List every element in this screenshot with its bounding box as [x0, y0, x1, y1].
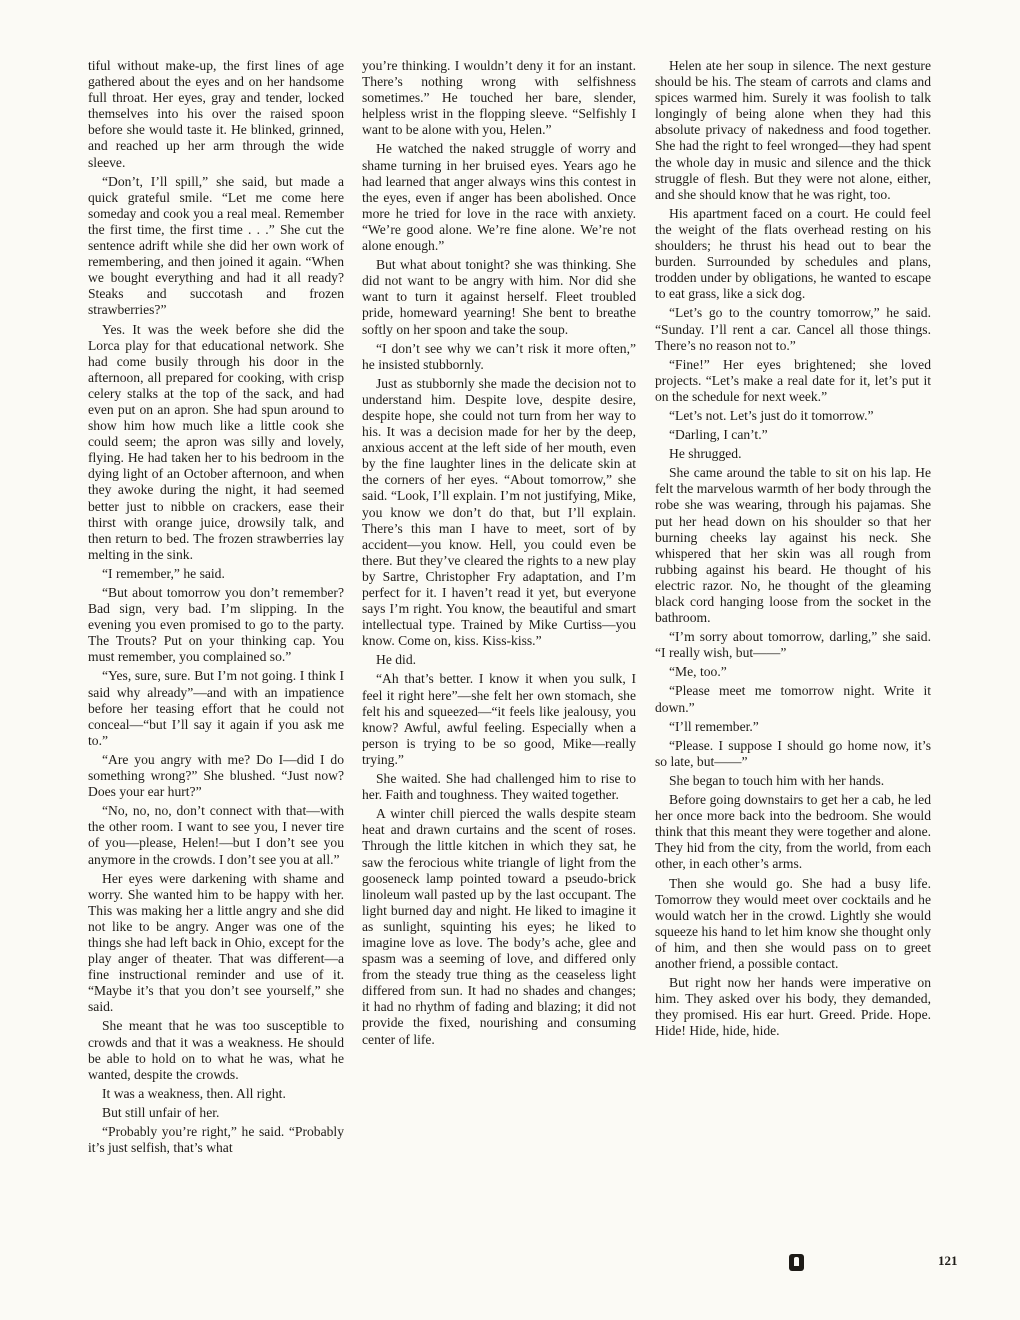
paragraph: you’re thinking. I wouldn’t deny it for an instant. There’s nothing wrong with selfishness sometimes.” He touched her bare, slender, helpless wrist in the flopping sleeve. “Selfishly I want to be alone with you, Helen.”: [362, 58, 636, 138]
paragraph: He did.: [376, 652, 417, 668]
paragraph: She began to touch him with her hands.: [669, 772, 885, 788]
paragraph: “No, no, no, don’t connect with that—with the other room. I want to see you, I never tire of you—please, Helen!—but I don’t see you anymore in the crowds. I don’t see you at all.”: [88, 803, 344, 867]
text-column-1: [88, 58, 344, 1159]
paragraph: Helen ate her soup in silence. The next gesture should be his. The steam of carrots and clams and spices warmed him. Surely it was foolish to talk longingly of being alone when they had this absolute privacy of nakedness and food together. She had the right to feel wronged—they had spent the whole day in music and silence and the thick struggle of flesh. But they were not alone, either, and she should know that he was right, too.: [655, 58, 931, 202]
paragraph: tiful without make-up, the first lines of age gathered about the eyes and on her handsome full throat. Her eyes, gray and tender, locked themselves into his over the raised spoon before she would taste it. He blinked, grinned, and reached up her arm through the wide sleeve.: [88, 58, 344, 170]
paragraph: “Please. I suppose I should go home now, it’s so late, but——”: [655, 737, 931, 769]
paragraph: “Yes, sure, sure. But I’m not going. I think I said why already”—and with an impatience before her teasing effort that he could not conceal—“but I’ll say it again if you ask me to.”: [88, 668, 344, 748]
text-column-3: [655, 58, 931, 1042]
paragraph: “Darling, I can’t.”: [669, 427, 768, 443]
paragraph: “But about tomorrow you don’t remember? Bad sign, very bad. I’m slipping. In the evening you even promised to go to the party. The Trouts? Put on your thinking cap. You must remember, you complained so.”: [88, 585, 344, 665]
paragraph: “I’ll remember.”: [669, 718, 759, 734]
paragraph: Then she would go. She had a busy life. Tomorrow they would meet over cocktails and he would watch her in the crowd. Lightly she would squeeze his hand to let him know she thought only of him, and then she would pass on to greet another friend, a possible contact.: [655, 875, 931, 971]
paragraph: He watched the naked struggle of worry and shame turning in her bruised eyes. Years ago he had learned that anger always wins this contest in the eyes, even if anger has been abolished. Once more he tried for love in the race with anxiety. “We’re good alone. We’re fine alone. We’re not alone enough.”: [362, 141, 636, 254]
paragraph: “Let’s not. Let’s just do it tomorrow.”: [669, 407, 874, 423]
paragraph: But right now her hands were imperative on him. They asked over his body, they demanded, they promised. His ear hurt. Greed. Pride. Hope. Hide! Hide, hide, hide.: [655, 975, 931, 1039]
paragraph: “Let’s go to the country tomorrow,” he said. “Sunday. I’ll rent a car. Cancel all those things. There’s no reason not to.”: [655, 305, 931, 353]
paragraph: But still unfair of her.: [102, 1104, 220, 1120]
paragraph: “I remember,” he said.: [102, 565, 225, 581]
paragraph: Before going downstairs to get her a cab, he led her once more back into the bedroom. She would think that this meant they were together and alone. They hid from the city, from the world, from each other, in each other’s arms.: [655, 792, 931, 872]
paragraph: “Me, too.”: [669, 664, 727, 680]
paragraph: Her eyes were darkening with shame and worry. She wanted him to be happy with her. This was making her a little angry and she did not like to be angry. Anger was one of the things she had left back in Ohio, except for the play anger of theater. That was different—a fine instructional reminder and use of it. “Maybe it’s that you don’t see yourself,” she said.: [88, 870, 344, 1015]
paragraph: It was a weakness, then. All right.: [102, 1085, 286, 1101]
paragraph: “I’m sorry about tomorrow, darling,” she said. “I really wish, but——”: [655, 629, 931, 661]
paragraph: She came around the table to sit on his lap. He felt the marvelous warmth of her body through the robe she was wearing, through his pajamas. She put her head down on his shoulder so that her burning cheeks lay against his neck. She whispered that her skin was all rough from rubbing against his beard. He thought of his electric razor. No, he thought of the gleaming black cord hanging loose from the socket in the bathroom.: [655, 465, 931, 626]
paragraph: A winter chill pierced the walls despite steam heat and drawn curtains and the scent of roses. Through the little kitchen in which they sat, he saw the ferocious white triangle of light from the gooseneck lamp pointed toward a pseudo-brick linoleum wall pasted up by the last occupant. The light burned day and night. He liked to imagine it as sunlight, squinting his eyes; he liked to imagine love as love. The body’s ache, glee and spasm was a seeming of love, and differed only from the steady true thing as the ceaseless light differed from sun. It had no shades and changes; it had no rhythm of fading and blazing; it did not provide the fixed, nourishing and consuming center of life.: [362, 806, 636, 1047]
paragraph: She waited. She had challenged him to rise to her. Faith and toughness. They waited together.: [362, 771, 636, 803]
paragraph: “Probably you’re right,” he said. “Probably it’s just selfish, that’s what: [88, 1124, 344, 1156]
paragraph: His apartment faced on a court. He could feel the weight of the flats overhead resting on his shoulders; he thrust his head out to bear the burden. Surrounded by schedules and plans, trodden under by obligations, he wanted to escape to eat grass, like a sick dog.: [655, 205, 931, 302]
paragraph: “I don’t see why we can’t risk it more often,” he insisted stubbornly.: [362, 340, 636, 372]
paragraph: “Are you angry with me? Do I—did I do something wrong?” She blushed. “Just now? Does your ear hurt?”: [88, 751, 344, 800]
paragraph: Yes. It was the week before she did the Lorca play for that educational network. She had come busily through his door in the afternoon, all prepared for cooking, with crisp celery stalks at the top of the sack, and had even put on an apron. She had spun around to show him how much like a little cook she could seem; the apron was silly and lovely, flying. He had taken her to his bedroom in the dying light of an October afternoon, and when they awoke during the night, it had seemed better just to nibble on crackers, ease their thirst with orange juice, drowsily talk, and then return to bed. The frozen strawberries lay melting in the sink.: [88, 321, 344, 562]
paragraph: “Please meet me tomorrow night. Write it down.”: [655, 683, 931, 715]
end-of-story-bunny-icon: [789, 1254, 804, 1271]
page-number: 121: [938, 1253, 958, 1268]
paragraph: “Ah that’s better. I know it when you sulk, I feel it right here”—she felt her own stomach, she felt his and squeezed—“it feels like jealousy, you know? Awful, awful feeling. Especially when a person is trying to be so good, Mike—really trying.”: [362, 671, 636, 767]
text-column-2: [362, 58, 636, 1051]
paragraph: But what about tonight? she was thinking. She did not want to be angry with him. Nor did she want to turn it against herself. Fleet troubled pride, homeward yearning! She bent to breathe softly on her spoon and take the soup.: [362, 257, 636, 337]
paragraph: Just as stubbornly she made the decision not to understand him. Despite love, despite desire, despite hope, she could not turn from her way to his. It was a decision made for her by the deep, anxious accent at the left side of her mouth, even by the fine laughter lines in the delicate skin at the corners of her eyes. “About tomorrow,” she said. “Look, I’ll explain. I’m not justifying, Mike, you know we don’t do that, but I’ll explain. There’s this man I have to meet, sort of by accident—you know. Hell, you could even be there. But they’ve cleared the rights to a new play by Sartre, Christopher Fry adaptation, and I’m perfect for it. I haven’t read it yet, but everyone says I’m right. You know, the beautiful and smart intellectual type. Trained by Mike Curtiss—you know. Come on, kiss. Kiss-kiss.”: [362, 375, 636, 649]
paragraph: “Don’t, I’ll spill,” she said, but made a quick grateful smile. “Let me come here someday and cook you a real meal. Remember the first time, the first time . . .” She cut the sentence adrift while she did her own work of remembering, and then joined it again. “When we bought everything and had it all ready? Steaks and succotash and frozen strawberries?”: [88, 173, 344, 318]
paragraph: She meant that he was too susceptible to crowds and that it was a weakness. He should be able to hold on to what he was, what he wanted, despite the crowds.: [88, 1018, 344, 1082]
paragraph: He shrugged.: [669, 446, 742, 462]
paragraph: “Fine!” Her eyes brightened; she loved projects. “Let’s make a real date for it, let’s put it on the schedule for next week.”: [655, 356, 931, 404]
